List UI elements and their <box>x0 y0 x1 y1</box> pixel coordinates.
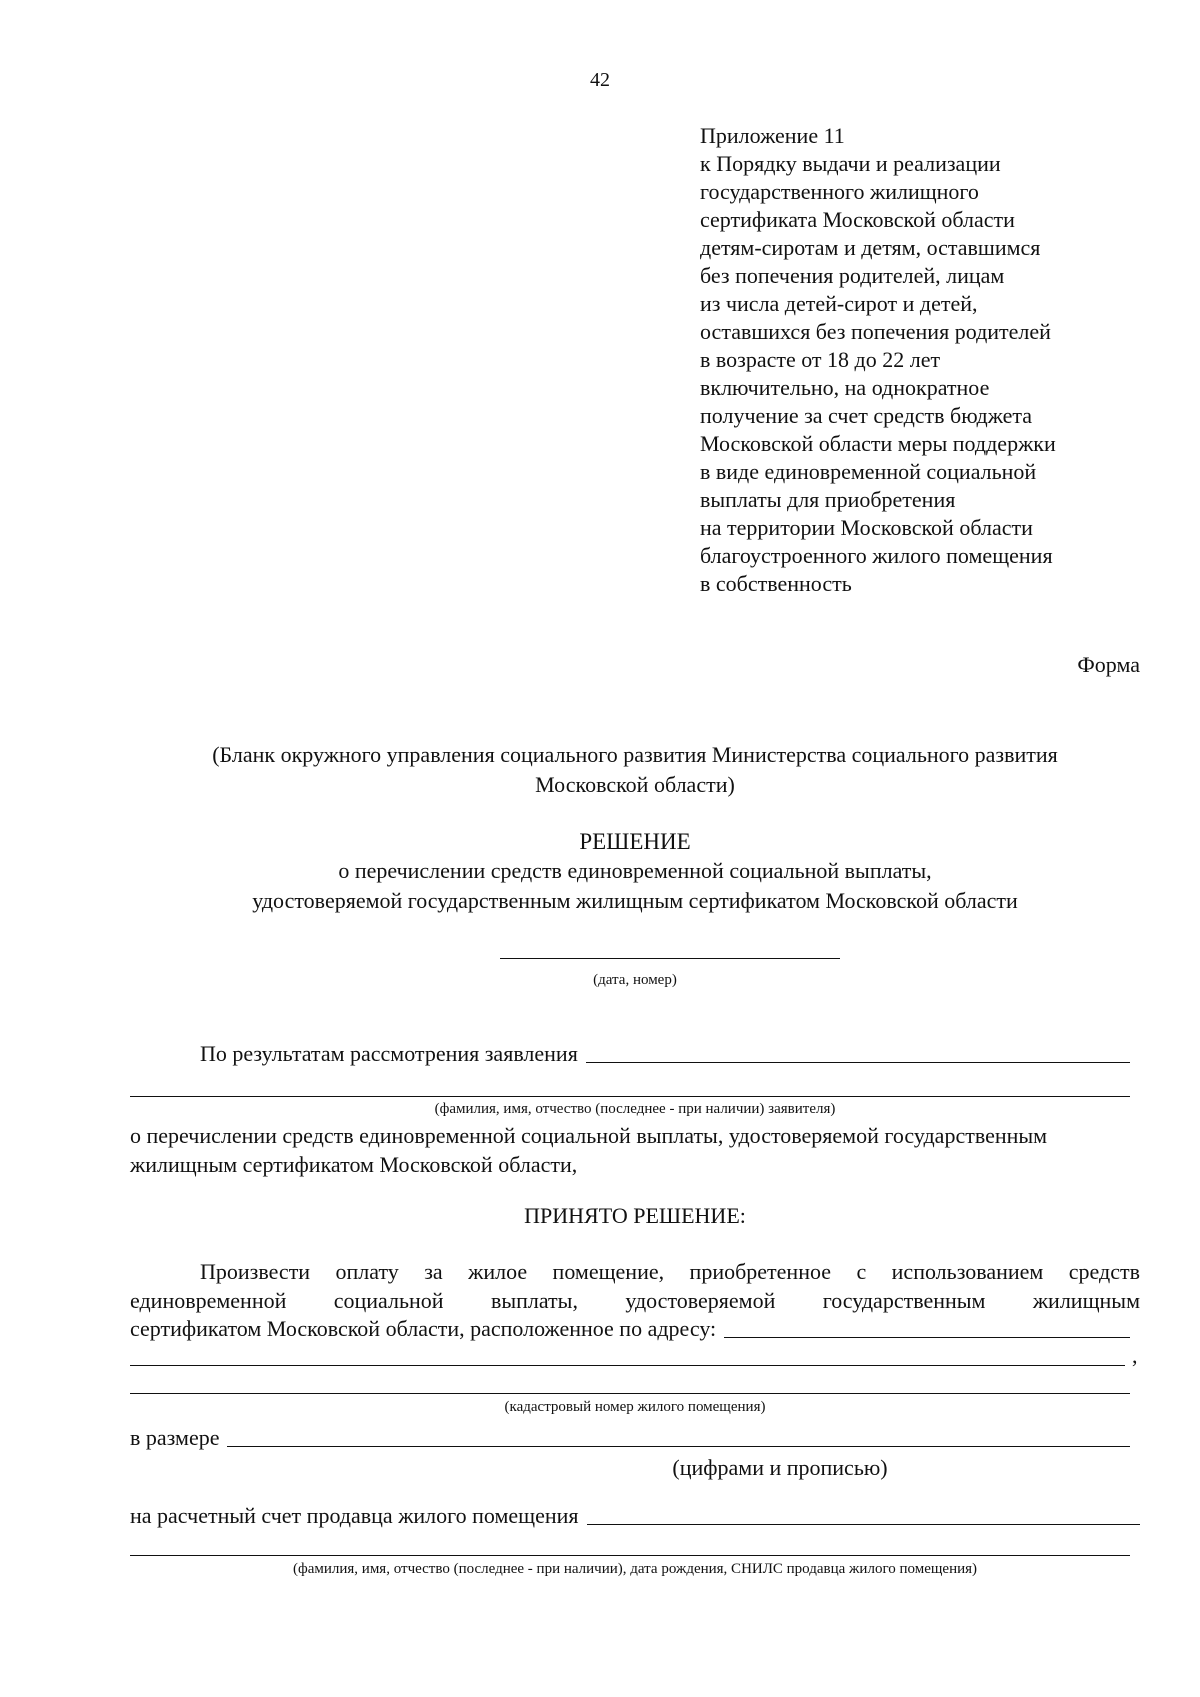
date-number-caption: (дата, номер) <box>593 972 677 988</box>
annex-line: без попечения родителей, лицам <box>700 263 1005 288</box>
amount-row <box>130 1424 1130 1453</box>
annex-line: к Порядку выдачи и реализации <box>700 151 1001 176</box>
applicant-name-caption: (фамилия, имя, отчество (последнее - при наличии) заявителя) <box>434 1101 836 1117</box>
date-number-field[interactable] <box>500 958 840 959</box>
letterhead-line: (Бланк окружного управления социального развития Министерства социального развития <box>212 742 1058 767</box>
address-field[interactable] <box>724 1337 1130 1338</box>
payment-text-line: единовременной социальной выплаты, удостоверяемой государственным жилищным <box>130 1288 1140 1313</box>
amount-caption: (цифрами и прописью) <box>672 1455 888 1480</box>
address-label: сертификатом Московской области, расположенное по адресу: <box>130 1316 717 1341</box>
cadastral-number-field[interactable] <box>130 1393 1130 1394</box>
annex-line: сертификата Московской области <box>700 207 1015 232</box>
annex-line: Московской области меры поддержки <box>700 431 1056 456</box>
annex-header <box>700 122 1140 598</box>
seller-account-field[interactable] <box>587 1524 1140 1525</box>
amount-field[interactable] <box>227 1446 1130 1447</box>
annex-line: в собственность <box>700 571 852 596</box>
letterhead <box>130 740 1140 800</box>
seller-details-field[interactable] <box>130 1555 1130 1556</box>
address-comma: , <box>1132 1343 1138 1368</box>
cadastral-number-caption: (кадастровый номер жилого помещения) <box>504 1399 766 1415</box>
seller-row <box>130 1502 1140 1531</box>
annex-line: на территории Московской области <box>700 515 1033 540</box>
decision-subtitle <box>130 856 1140 916</box>
accepted-heading: ПРИНЯТО РЕШЕНИЕ: <box>524 1203 746 1228</box>
seller-details-caption: (фамилия, имя, отчество (последнее - при наличии), дата рождения, СНИЛС продавца жилого помещения) <box>292 1561 978 1577</box>
decision-title: РЕШЕНИЕ <box>579 829 691 854</box>
application-text <box>130 1121 1140 1179</box>
application-field[interactable] <box>586 1062 1130 1063</box>
application-text-line: о перечислении средств единовременной социальной выплаты, удостоверяемой государственным <box>130 1123 1048 1148</box>
application-row <box>200 1040 1130 1069</box>
applicant-name-field[interactable] <box>130 1096 1130 1097</box>
annex-line: детям-сиротам и детям, оставшимся <box>700 235 1041 260</box>
annex-line: выплаты для приобретения <box>700 487 956 512</box>
seller-label: на расчетный счет продавца жилого помещения <box>130 1503 579 1528</box>
application-label: По результатам рассмотрения заявления <box>200 1041 578 1066</box>
page-number: 42 <box>590 69 610 91</box>
annex-line: оставшихся без попечения родителей <box>700 319 1051 344</box>
decision-subtitle-line: о перечислении средств единовременной социальной выплаты, <box>338 858 932 883</box>
decision-subtitle-line: удостоверяемой государственным жилищным сертификатом Московской области <box>252 888 1018 913</box>
annex-line: Приложение 11 <box>700 123 845 148</box>
payment-text-line: Произвести оплату за жилое помещение, приобретенное с использованием средств <box>200 1259 1140 1284</box>
application-text-line: жилищным сертификатом Московской области, <box>130 1152 578 1177</box>
address-row <box>130 1315 1130 1344</box>
annex-line: государственного жилищного <box>700 179 979 204</box>
annex-line: включительно, на однократное <box>700 375 990 400</box>
form-label: Форма <box>1077 652 1140 677</box>
annex-line: из числа детей-сирот и детей, <box>700 291 978 316</box>
annex-line: получение за счет средств бюджета <box>700 403 1033 428</box>
payment-text <box>130 1257 1140 1315</box>
address-field-continued[interactable] <box>130 1365 1125 1366</box>
amount-label: в размере <box>130 1425 220 1450</box>
annex-line: благоустроенного жилого помещения <box>700 543 1053 568</box>
annex-line: в возрасте от 18 до 22 лет <box>700 347 941 372</box>
letterhead-line: Московской области) <box>535 772 735 797</box>
annex-line: в виде единовременной социальной <box>700 459 1037 484</box>
